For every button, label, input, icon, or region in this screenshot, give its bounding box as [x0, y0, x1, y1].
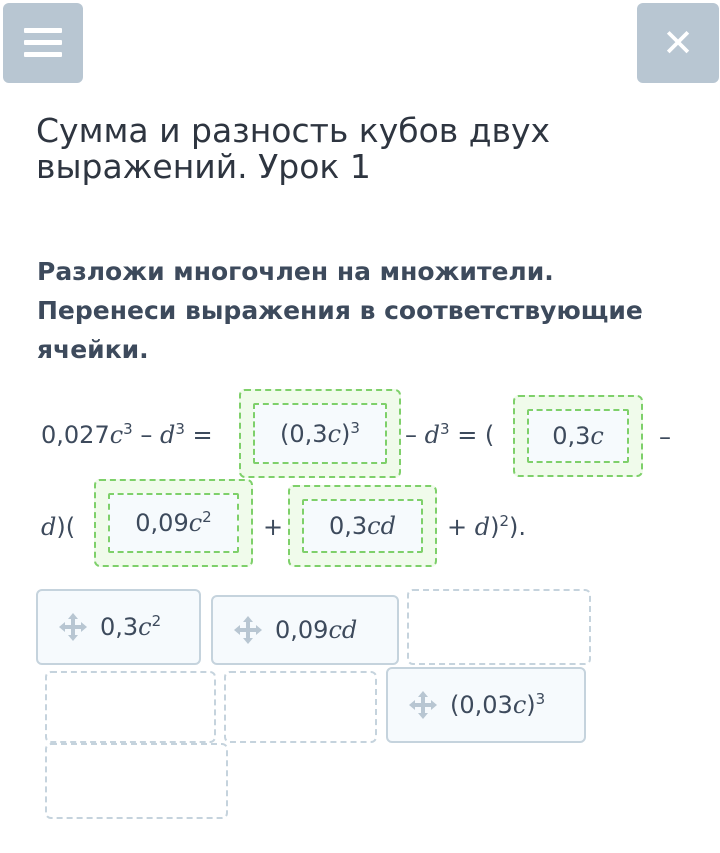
minus-sign: – — [132, 421, 160, 449]
plus-sign: + — [447, 513, 475, 541]
menu-button[interactable] — [3, 3, 83, 83]
move-icon — [408, 690, 438, 720]
placed-answer[interactable] — [108, 493, 239, 553]
empty-slot[interactable] — [407, 589, 591, 665]
draggable-tile[interactable] — [36, 589, 201, 665]
drop-zone-2[interactable] — [513, 395, 643, 477]
paren-text: ) — [526, 691, 536, 719]
var-d: d — [159, 421, 176, 449]
empty-slot[interactable] — [224, 671, 377, 743]
coef-text: 0,3 — [329, 512, 368, 540]
var-text: c — [327, 419, 342, 448]
equation-middle — [405, 420, 494, 450]
coef-text: 0,09 — [275, 616, 329, 644]
exponent: 3 — [123, 420, 133, 438]
equation-line2-end — [447, 512, 526, 542]
coef-text: 0,09 — [135, 509, 189, 537]
paren-text: ) — [490, 513, 500, 541]
plus-sign: + — [263, 513, 284, 541]
placed-answer[interactable] — [253, 403, 387, 464]
drop-zone-1[interactable] — [239, 389, 401, 478]
coef-text: 0,3 — [552, 422, 591, 450]
equation-line2-start — [41, 512, 75, 542]
draggable-tile[interactable] — [211, 595, 399, 665]
empty-slot[interactable] — [45, 671, 216, 743]
close-button[interactable] — [637, 3, 719, 83]
coef-text: 0,027 — [41, 421, 110, 449]
var-text: cd — [367, 512, 396, 540]
menu-icon — [24, 28, 62, 58]
draggable-tile[interactable] — [386, 667, 586, 743]
exponent: 3 — [175, 420, 185, 438]
exponent: 2 — [202, 508, 212, 526]
exponent: 2 — [151, 612, 162, 630]
placed-answer[interactable] — [302, 499, 423, 553]
paren-text: )( — [56, 513, 76, 541]
empty-slot[interactable] — [45, 743, 228, 819]
var-d: d — [41, 513, 57, 541]
var-d: d — [424, 421, 441, 449]
var-text: c — [138, 613, 152, 641]
var-text: cd — [328, 616, 358, 644]
exponent: 2 — [499, 512, 510, 530]
move-icon — [233, 615, 263, 645]
equals-sign: = — [184, 421, 213, 449]
equation-lhs — [41, 420, 213, 450]
exponent: 3 — [535, 690, 546, 708]
paren-text: ). — [509, 513, 527, 541]
paren-text: ) — [341, 419, 351, 448]
coef-text: 0,3 — [100, 613, 139, 641]
task-instruction: Разложи многочлен на множители. Перенеси выражения в соответствующие ячейки. — [37, 257, 643, 364]
drop-zone-4[interactable] — [288, 485, 437, 567]
var-text: c — [512, 691, 527, 719]
equals-paren: = ( — [449, 421, 495, 449]
placed-answer[interactable] — [527, 409, 629, 463]
coef-text: (0,03 — [450, 691, 513, 719]
minus-sign: – — [405, 421, 425, 449]
lesson-title: Сумма и разность кубов двух выражений. Урок 1 — [36, 111, 551, 186]
var-c: c — [109, 421, 124, 449]
drop-zone-3[interactable] — [94, 479, 253, 567]
close-icon: ✕ — [662, 21, 694, 65]
var-text: c — [188, 509, 203, 537]
exponent: 3 — [440, 420, 450, 438]
move-icon — [58, 612, 88, 642]
var-d: d — [474, 513, 491, 541]
trailing-minus: – — [659, 423, 671, 451]
coef-text: (0,3 — [280, 419, 328, 448]
exponent: 3 — [350, 418, 360, 437]
var-text: c — [590, 422, 604, 450]
